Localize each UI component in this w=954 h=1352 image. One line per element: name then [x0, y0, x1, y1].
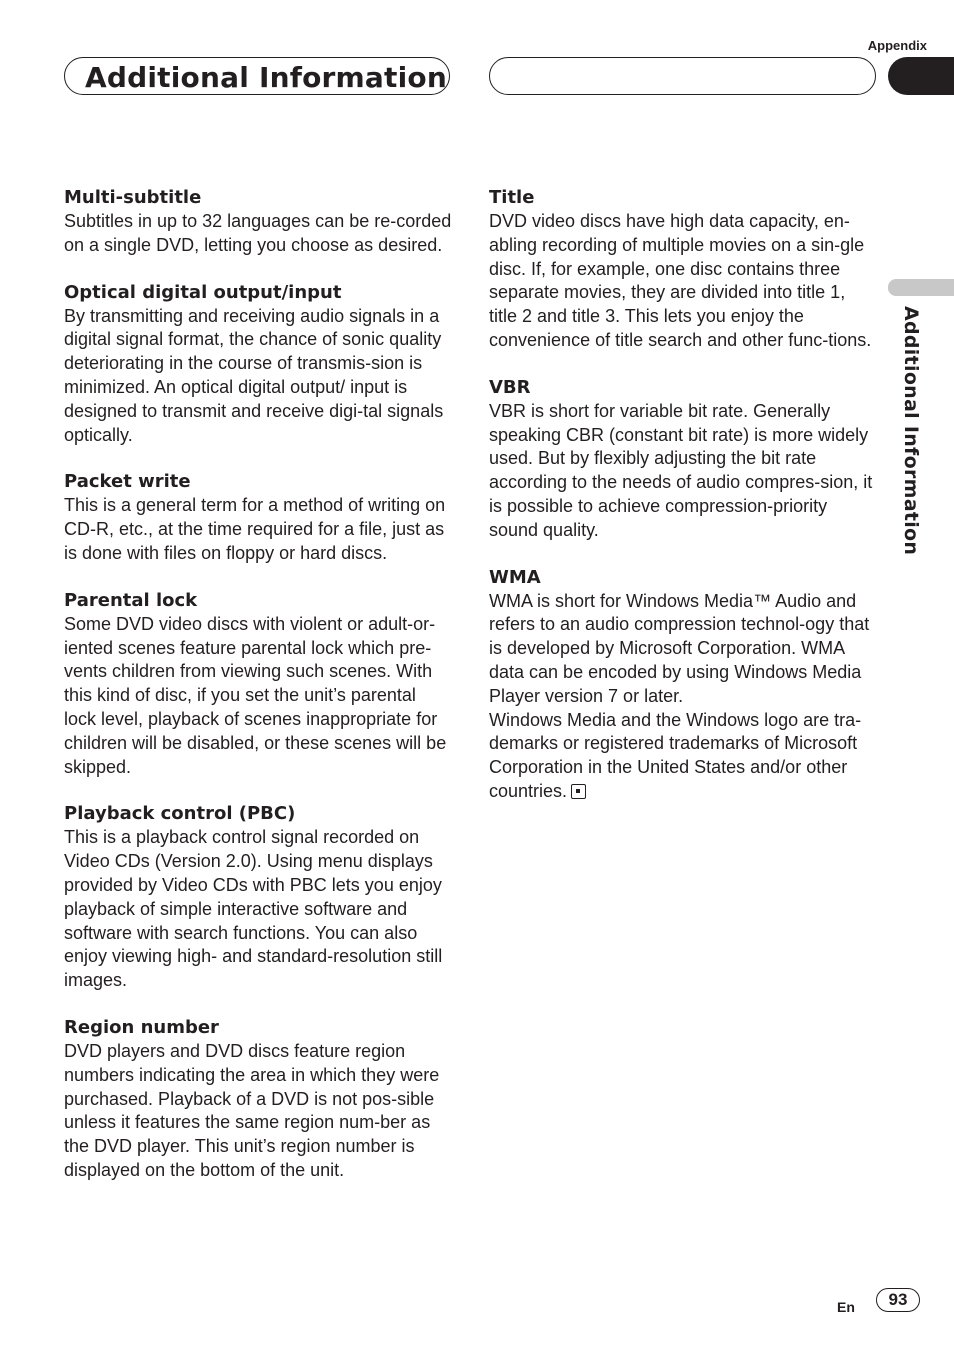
entry-text: DVD video discs have high data capacity, en-abling recording of multiple movies on a sin-gle disc. If, for example, one disc contains three separate movies, they are divided into title 1, title 2 and title 3. This lets you enjoy the convenience of title search and other func-tions.: [489, 211, 872, 350]
language-label: En: [837, 1299, 855, 1315]
entry-text: Some DVD video discs with violent or adult-or-iented scenes feature parental lock which pre-vents children from viewing such scenes. With this kind of disc, if you set the unit’s parental lock level, playback of scenes inappropriate for children will be disabled, or these scenes will be skipped.: [64, 613, 447, 777]
side-section-label: Additional Information: [900, 306, 922, 556]
glossary-entry-packet-write: [64, 470, 452, 565]
entry-text: This is a playback control signal recorded on Video CDs (Version 2.0). Using menu displays provided by Video CDs with PBC lets you enjoy playback of simple interactive software and software with search functions. You can also enjoy viewing high- and standard-resolution still images.: [64, 827, 443, 991]
page-title: Additional Information: [85, 61, 447, 94]
entry-term: Playback control (PBC): [64, 803, 296, 825]
entry-term: VBR: [489, 376, 531, 398]
entry-term: Region number: [64, 1016, 219, 1038]
entry-text: By transmitting and receiving audio signals in a digital signal format, the chance of sonic quality deteriorating in the course of transmis-sion is minimized. An optical digital output/ input is designed to transmit and receive digi-tal signals optically.: [64, 305, 444, 445]
entry-term: Optical digital output/input: [64, 281, 342, 303]
entry-term: Multi-subtitle: [64, 187, 202, 208]
end-of-section-icon: [571, 784, 586, 799]
entry-term: Packet write: [64, 471, 191, 493]
entry-term: WMA: [489, 566, 541, 588]
entry-trademark-text: [489, 709, 877, 804]
glossary-entry-wma: [489, 566, 877, 804]
entry-term: Title: [489, 187, 535, 208]
glossary-entry-parental-lock: [64, 589, 452, 780]
entry-text: This is a general term for a method of writing on CD-R, etc., at the time required for a file, just as is done with files on floppy or hard discs.: [64, 495, 446, 563]
section-title-box: [64, 57, 450, 95]
appendix-label: Appendix: [867, 38, 927, 53]
empty-header-box: [489, 57, 876, 95]
entry-text: Subtitles in up to 32 languages can be re-corded on a single DVD, letting you choose as desired.: [64, 211, 452, 255]
entry-text: DVD players and DVD discs feature region numbers indicating the area in which they were purchased. Playback of a DVD is not pos-sible unless it features the same region num-ber as the DVD player. This unit’s region number is displayed on the bottom of the unit.: [64, 1040, 440, 1180]
glossary-entry-title: [489, 186, 877, 353]
entry-text: VBR is short for variable bit rate. Generally speaking CBR (constant bit rate) is more widely used. But by flexibly adjusting the bit rate according to the needs of audio compres-sion, it is possible to achieve compression-priority sound quality.: [489, 400, 873, 540]
page-number: 93: [876, 1288, 920, 1312]
glossary-entry-pbc: [64, 802, 452, 993]
trademark-text: Windows Media and the Windows logo are tra-demarks or registered trademarks of Microsoft Corporation in the United States and/or other countries.: [489, 709, 862, 801]
appendix-tab-marker: [888, 57, 954, 95]
section-tab-marker: [888, 279, 954, 296]
glossary-entry-vbr: [489, 376, 877, 543]
entry-text: WMA is short for Windows Media™ Audio and refers to an audio compression technol-ogy that is developed by Microsoft Corporation. WMA data can be encoded by using Windows Media Player version 7 or later.: [489, 590, 870, 706]
right-column: [489, 186, 877, 827]
glossary-entry-optical-digital: [64, 281, 452, 448]
left-column: [64, 186, 452, 1206]
entry-term: Parental lock: [64, 589, 198, 611]
glossary-entry-region-number: [64, 1016, 452, 1183]
glossary-entry-multi-subtitle: [64, 186, 452, 258]
